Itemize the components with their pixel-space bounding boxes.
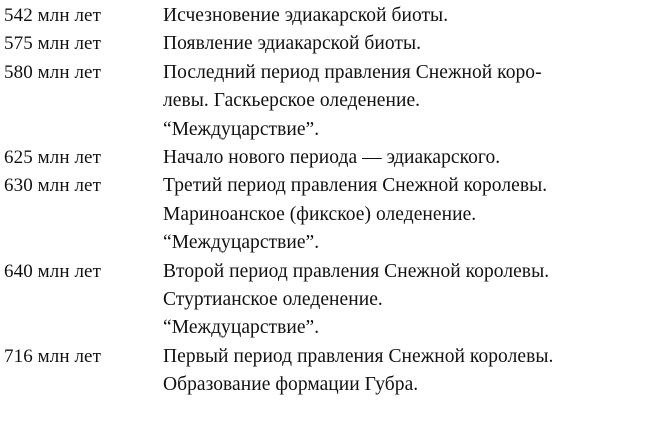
timeline-event-line: Мариноанское (фикское) оледенение. [163, 203, 477, 225]
timeline-row [0, 172, 665, 257]
timeline-event-line: “Междуцарствие”. [163, 232, 320, 254]
timeline-events [163, 30, 665, 58]
timeline-events [163, 343, 665, 400]
timeline-events [163, 2, 665, 30]
timeline-age: 640 млн лет [4, 260, 101, 282]
timeline-age: 575 млн лет [4, 33, 101, 55]
timeline-row [0, 144, 665, 172]
timeline-events [163, 59, 665, 144]
timeline-age: 630 млн лет [4, 175, 101, 197]
timeline-row [0, 258, 665, 343]
timeline-row [0, 59, 665, 144]
timeline-events [163, 172, 665, 257]
timeline-event-line: левы. Гаскьерское оледенение. [163, 90, 421, 112]
timeline-event-line: “Междуцарствие”. [163, 317, 320, 339]
timeline-row [0, 30, 665, 58]
timeline-event-line: Появление эдиакарской биоты. [163, 33, 422, 55]
timeline-event-line: Исчезновение эдиакарской биоты. [163, 5, 449, 26]
timeline-event-line: Третий период правления Снежной королевы. [163, 175, 548, 197]
timeline-event-line: Второй период правления Снежной королевы. [163, 260, 550, 282]
timeline-row [0, 2, 665, 30]
timeline-event-line: Начало нового периода — эдиакарского. [163, 147, 501, 169]
timeline-row [0, 343, 665, 400]
timeline-age: 580 млн лет [4, 61, 101, 83]
timeline-event-line: Стуртианское оледенение. [163, 289, 383, 311]
timeline-age: 542 млн лет [4, 5, 101, 26]
timeline-age: 625 млн лет [4, 147, 101, 169]
timeline-event-line: Последний период правления Снежной коро- [163, 61, 542, 83]
timeline-event-line: “Междуцарствие”. [163, 118, 320, 140]
timeline-events [163, 144, 665, 172]
timeline-events [163, 258, 665, 343]
timeline-event-line: Первый период правления Снежной королевы. [163, 345, 554, 367]
timeline-event-line: Образование формации Губра. [163, 374, 419, 396]
timeline-age: 716 млн лет [4, 345, 101, 367]
